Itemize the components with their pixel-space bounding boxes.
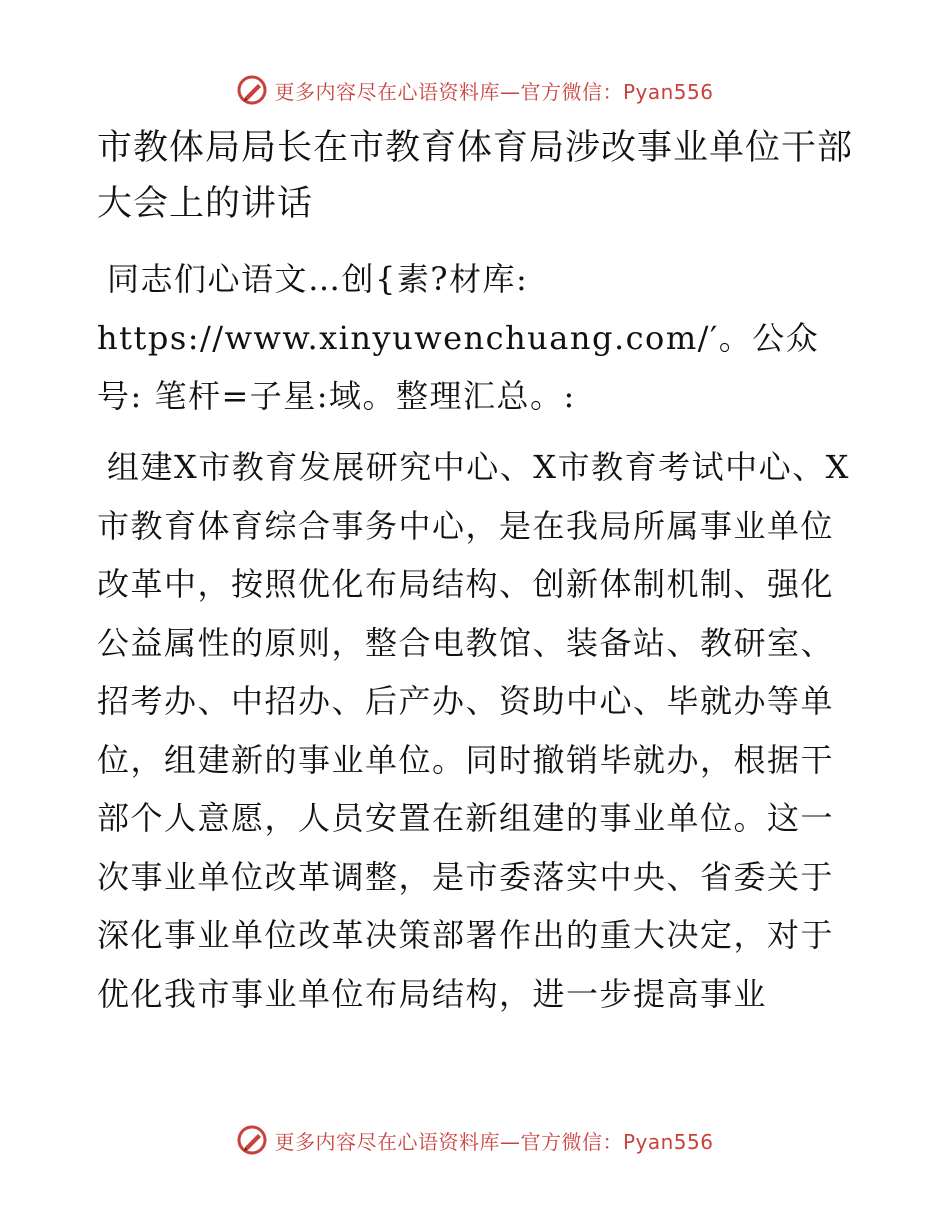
pen-circle-logo-icon <box>236 74 268 106</box>
footer-watermark-text: 更多内容尽在心语资料库—官方微信：Pyan556 <box>274 1129 714 1154</box>
header-watermark-banner <box>0 70 950 110</box>
footer-watermark-banner <box>0 1120 950 1160</box>
paragraph-1: 同志们心语文…创{素?材库: https://www.xinyuwenchuang.com/′。公众号: 笔杆=子星:域。整理汇总。: <box>97 260 820 415</box>
header-watermark-text: 更多内容尽在心语资料库—官方微信：Pyan556 <box>274 79 714 104</box>
pen-circle-logo-icon <box>236 1124 268 1156</box>
document-title: 市教体局局长在市教育体育局涉改事业单位干部大会上的讲话 <box>97 128 854 224</box>
paragraph-2: 组建X市教育发展研究中心、X市教育考试中心、X市教育体育综合事务中心，是在我局所属事业单位改革中，按照优化布局结构、创新体制机制、强化公益属性的原则，整合电教馆、装备站、教研室、招考办、中招办、后产办、资助中心、毕就办等单位，组建新的事业单位。同时撤销毕就办，根据干部个人意愿，人员安置在新组建的事业单位。这一次事业单位改革调整，是市委落实中央、省委关于深化事业单位改革决策部署作出的重大决定，对于优化我市事业单位布局结构，进一步提高事业 <box>97 448 850 1013</box>
